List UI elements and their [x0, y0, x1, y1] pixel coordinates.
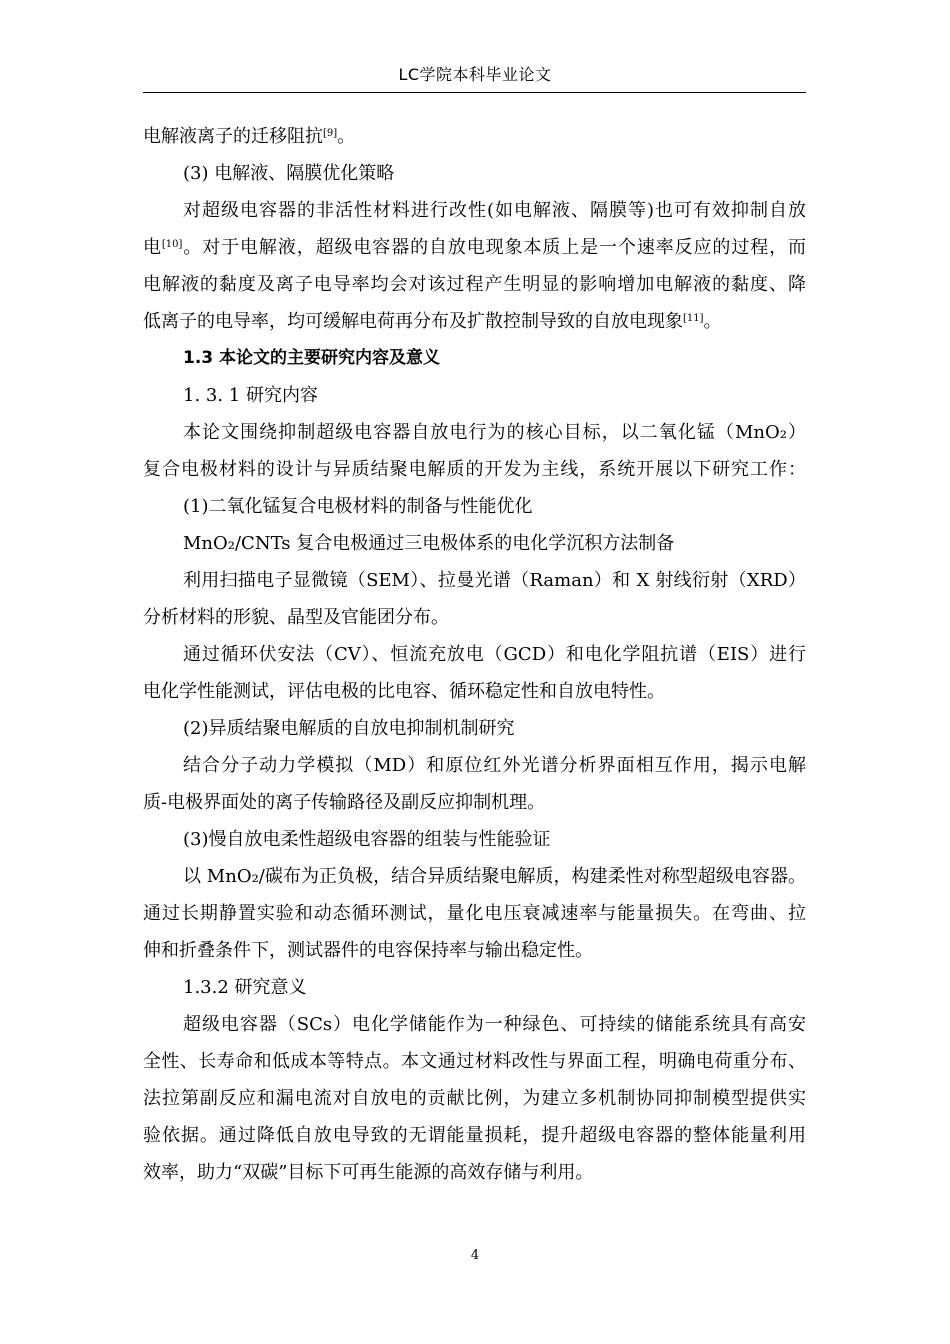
- text-line: [143, 1117, 806, 1154]
- text-line: [143, 266, 806, 303]
- citation-ref: [11]: [683, 313, 704, 324]
- line-text: (1)二氧化锰复合电极材料的制备与性能优化: [183, 496, 533, 517]
- text-line: [143, 525, 806, 562]
- line-text: 1.3.2 研究意义: [183, 977, 307, 998]
- line-text: 全性、长寿命和低成本等特点。本文通过材料改性与界面工程，明确电荷重分布、: [143, 1051, 806, 1072]
- line-text: 1.3 本论文的主要研究内容及意义: [183, 348, 441, 368]
- text-line: [143, 821, 806, 858]
- line-text: 电化学性能测试，评估电极的比电容、循环稳定性和自放电特性。: [143, 681, 665, 702]
- text-line: [143, 858, 806, 895]
- text-line: [143, 192, 806, 229]
- header-rule: [143, 92, 806, 93]
- page-header-title: LC学院本科毕业论文: [398, 65, 552, 84]
- text-line: [143, 229, 806, 266]
- line-text: 低离子的电导率，均可缓解电荷再分布及扩散控制导致的自放电现象: [143, 311, 683, 332]
- page-number: 4: [470, 1248, 480, 1263]
- text-line: [143, 895, 806, 932]
- section-heading: [143, 340, 806, 377]
- line-text: 利用扫描电子显微镜（SEM）、拉曼光谱（Raman）和 X 射线衍射（XRD）: [183, 570, 806, 591]
- line-text: 对超级电容器的非活性材料进行改性(如电解液、隔膜等)也可有效抑制自放: [183, 200, 806, 221]
- text-line: [143, 673, 806, 710]
- text-line: [143, 303, 806, 340]
- line-text: (3) 电解液、隔膜优化策略: [183, 163, 395, 184]
- line-text: 1. 3. 1 研究内容: [183, 385, 318, 406]
- text-line: [143, 747, 806, 784]
- line-text: 法拉第副反应和漏电流对自放电的贡献比例，为建立多机制协同抑制模型提供实: [143, 1088, 806, 1109]
- line-text: 通过循环伏安法（CV）、恒流充放电（GCD）和电化学阻抗谱（EIS）进行: [183, 644, 806, 665]
- text-line: [143, 710, 806, 747]
- text-line: [143, 377, 806, 414]
- text-line: [143, 451, 806, 488]
- line-text-continued: 。: [337, 126, 356, 147]
- line-text: 复合电极材料的设计与异质结聚电解质的开发为主线，系统开展以下研究工作：: [143, 459, 806, 480]
- text-line: [143, 118, 806, 155]
- line-text: 效率，助力“双碳”目标下可再生能源的高效存储与利用。: [143, 1162, 594, 1183]
- text-line: [143, 488, 806, 525]
- line-text: MnO₂/CNTs 复合电极通过三电极体系的电化学沉积方法制备: [183, 533, 675, 554]
- line-text-continued: 。: [703, 311, 722, 332]
- text-line: [143, 1006, 806, 1043]
- text-line: [143, 155, 806, 192]
- line-text: 电解液的黏度及离子电导率均会对该过程产生明显的影响增加电解液的黏度、降: [143, 274, 806, 295]
- document-body: [143, 118, 806, 1191]
- text-line: [143, 599, 806, 636]
- text-line: [143, 414, 806, 451]
- text-line: [143, 1154, 806, 1191]
- line-text: 验依据。通过降低自放电导致的无谓能量损耗，提升超级电容器的整体能量利用: [143, 1125, 806, 1146]
- line-text: 结合分子动力学模拟（MD）和原位红外光谱分析界面相互作用，揭示电解: [183, 755, 806, 776]
- text-line: [143, 1043, 806, 1080]
- line-text: 以 MnO₂/碳布为正负极，结合异质结聚电解质，构建柔性对称型超级电容器。: [183, 866, 806, 887]
- text-line: [143, 932, 806, 969]
- line-text: 分析材料的形貌、晶型及官能团分布。: [143, 607, 449, 628]
- citation-ref: [10]: [161, 239, 183, 250]
- text-line: [143, 784, 806, 821]
- line-text: 质-电极界面处的离子传输路径及副反应抑制机理。: [143, 792, 546, 813]
- line-text: 电: [143, 237, 162, 258]
- line-text-continued: 。对于电解液，超级电容器的自放电现象本质上是一个速率反应的过程，而: [182, 237, 806, 258]
- line-text: 超级电容器（SCs）电化学储能作为一种绿色、可持续的储能系统具有高安: [183, 1014, 806, 1035]
- text-line: [143, 562, 806, 599]
- line-text: 本论文围绕抑制超级电容器自放电行为的核心目标，以二氧化锰（MnO₂）: [183, 422, 806, 443]
- line-text: 通过长期静置实验和动态循环测试，量化电压衰减速率与能量损失。在弯曲、拉: [143, 903, 806, 924]
- line-text: 电解液离子的迁移阻抗: [143, 126, 323, 147]
- text-line: [143, 969, 806, 1006]
- text-line: [143, 1080, 806, 1117]
- line-text: 伸和折叠条件下，测试器件的电容保持率与输出稳定性。: [143, 940, 593, 961]
- line-text: (2)异质结聚电解质的自放电抑制机制研究: [183, 718, 515, 739]
- line-text: (3)慢自放电柔性超级电容器的组装与性能验证: [183, 829, 551, 850]
- citation-ref: [9]: [323, 128, 338, 139]
- text-line: [143, 636, 806, 673]
